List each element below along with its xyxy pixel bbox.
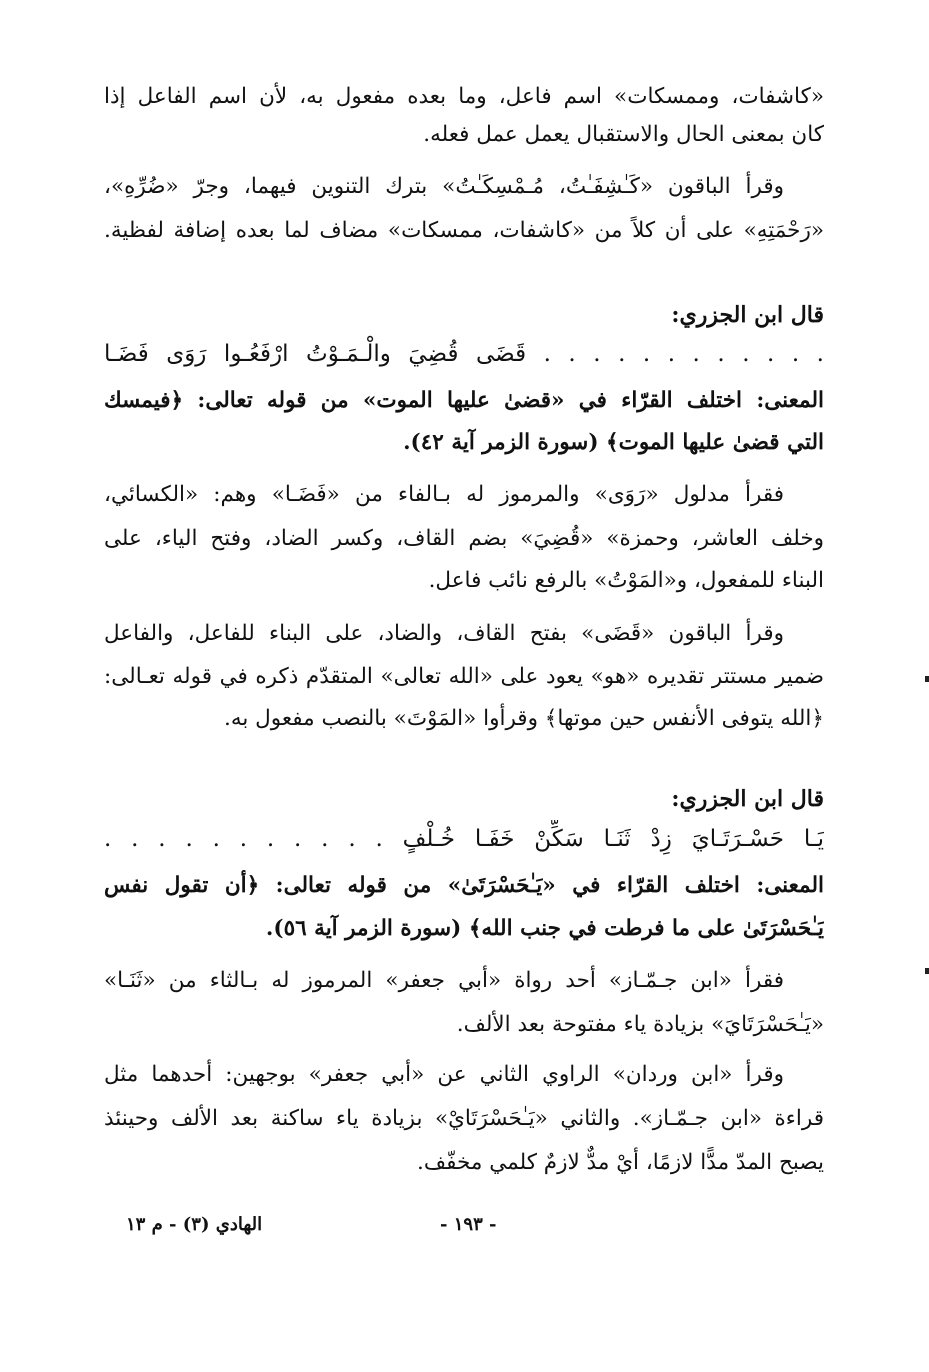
section-heading: قال ابن الجزري: [671, 786, 824, 812]
text-line: وخلف العاشر، وحمزة» «قُضِيَ» بضم القاف، وكسر الضاد، وفتح الياء، على [104, 526, 824, 551]
text-line: قراءة «ابن جـمّـاز». والثاني «يَـٰحَسْرَتَايْ» بزيادة ياء ساكنة بعد الألف وحينئذ [104, 1106, 824, 1131]
verse-line: . . . . . . . . . . . . قَضَى قُضِيَ والْـمَـوْتُ ارْفَعُـوا رَوَى فَضَـا [104, 341, 824, 367]
text-line: «كاشفات، وممسكات» اسم فاعل، وما بعده مفعول به، لأن اسم الفاعل إذا [104, 84, 824, 109]
text-line: فقرأ مدلول «رَوَى» والمرموز له بـالفاء من «فَضَـا» وهم: «الكسائي، [104, 482, 784, 507]
verse-line: يَـا حَسْـرَتَـايَ زِدْ ثَنَـا سَكِّنْ خَفَـا خُـلْفٍ . . . . . . . . . . . [104, 826, 824, 852]
meaning-line: يَـٰحَسْرَتَىٰ على ما فرطت في جنب الله﴾ (سورة الزمر آية ٥٦). [265, 916, 824, 941]
text-line: فقرأ «ابن جـمّـاز» أحد رواة «أبي جعفر» المرموز له بـالثاء من «ثَنَـا» [104, 968, 784, 993]
meaning-line: المعنى: اختلف القرّاء في «قضىٰ عليها الموت» من قوله تعالى: ﴿فيمسك [104, 388, 824, 413]
section-heading: قال ابن الجزري: [671, 302, 824, 328]
text-line: وقرأ الباقون «قَضَى» بفتح القاف، والضاد، على البناء للفاعل، والفاعل [104, 621, 784, 646]
book-signature: الهادي (٣) - م ١٣ [126, 1214, 263, 1235]
text-line: ضمير مستتر تقديره «هو» يعود على «الله تعالى» المتقدّم ذكره في قوله تعـالى: [104, 664, 824, 689]
text-line: يصبح المدّ مدًّا لازمًا، أيْ مدٌّ لازمٌ كلمي مخفّف. [417, 1150, 824, 1175]
text-line: وقرأ الباقون «كَـٰشِفَـٰتُ، مُـمْسِكَـٰتُ» بترك التنوين فيهما، وجرّ «ضُرِّهِ»، [104, 174, 784, 199]
meaning-line: المعنى: اختلف القرّاء في «يَـٰحَسْرَتَىٰ» من قوله تعالى: ﴿أن تقول نفس [104, 873, 824, 898]
text-line: وقرأ «ابن وردان» الراوي الثاني عن «أبي جعفر» بوجهين: أحدهما مثل [104, 1062, 784, 1087]
meaning-line: التي قضىٰ عليها الموت﴾ (سورة الزمر آية ٤٢). [403, 430, 824, 455]
text-line: «يَـٰحَسْرَتَايَ» بزيادة ياء مفتوحة بعد الألف. [456, 1012, 824, 1037]
scan-mark [925, 676, 929, 682]
scan-mark [925, 968, 929, 974]
text-line: «رَحْمَتِهِ» على أن كلاً من «كاشفات، ممسكات» مضاف لما بعده إضافة لفظية. [104, 218, 824, 243]
page-number: - ١٩٣ - [440, 1214, 497, 1235]
text-line: كان بمعنى الحال والاستقبال يعمل عمل فعله. [423, 122, 824, 147]
text-line: ﴿الله يتوفى الأنفس حين موتها﴾ وقرأوا «المَوْتَ» بالنصب مفعول به. [224, 706, 824, 731]
text-line: البناء للمفعول، و«المَوْتُ» بالرفع نائب فاعل. [428, 568, 824, 593]
